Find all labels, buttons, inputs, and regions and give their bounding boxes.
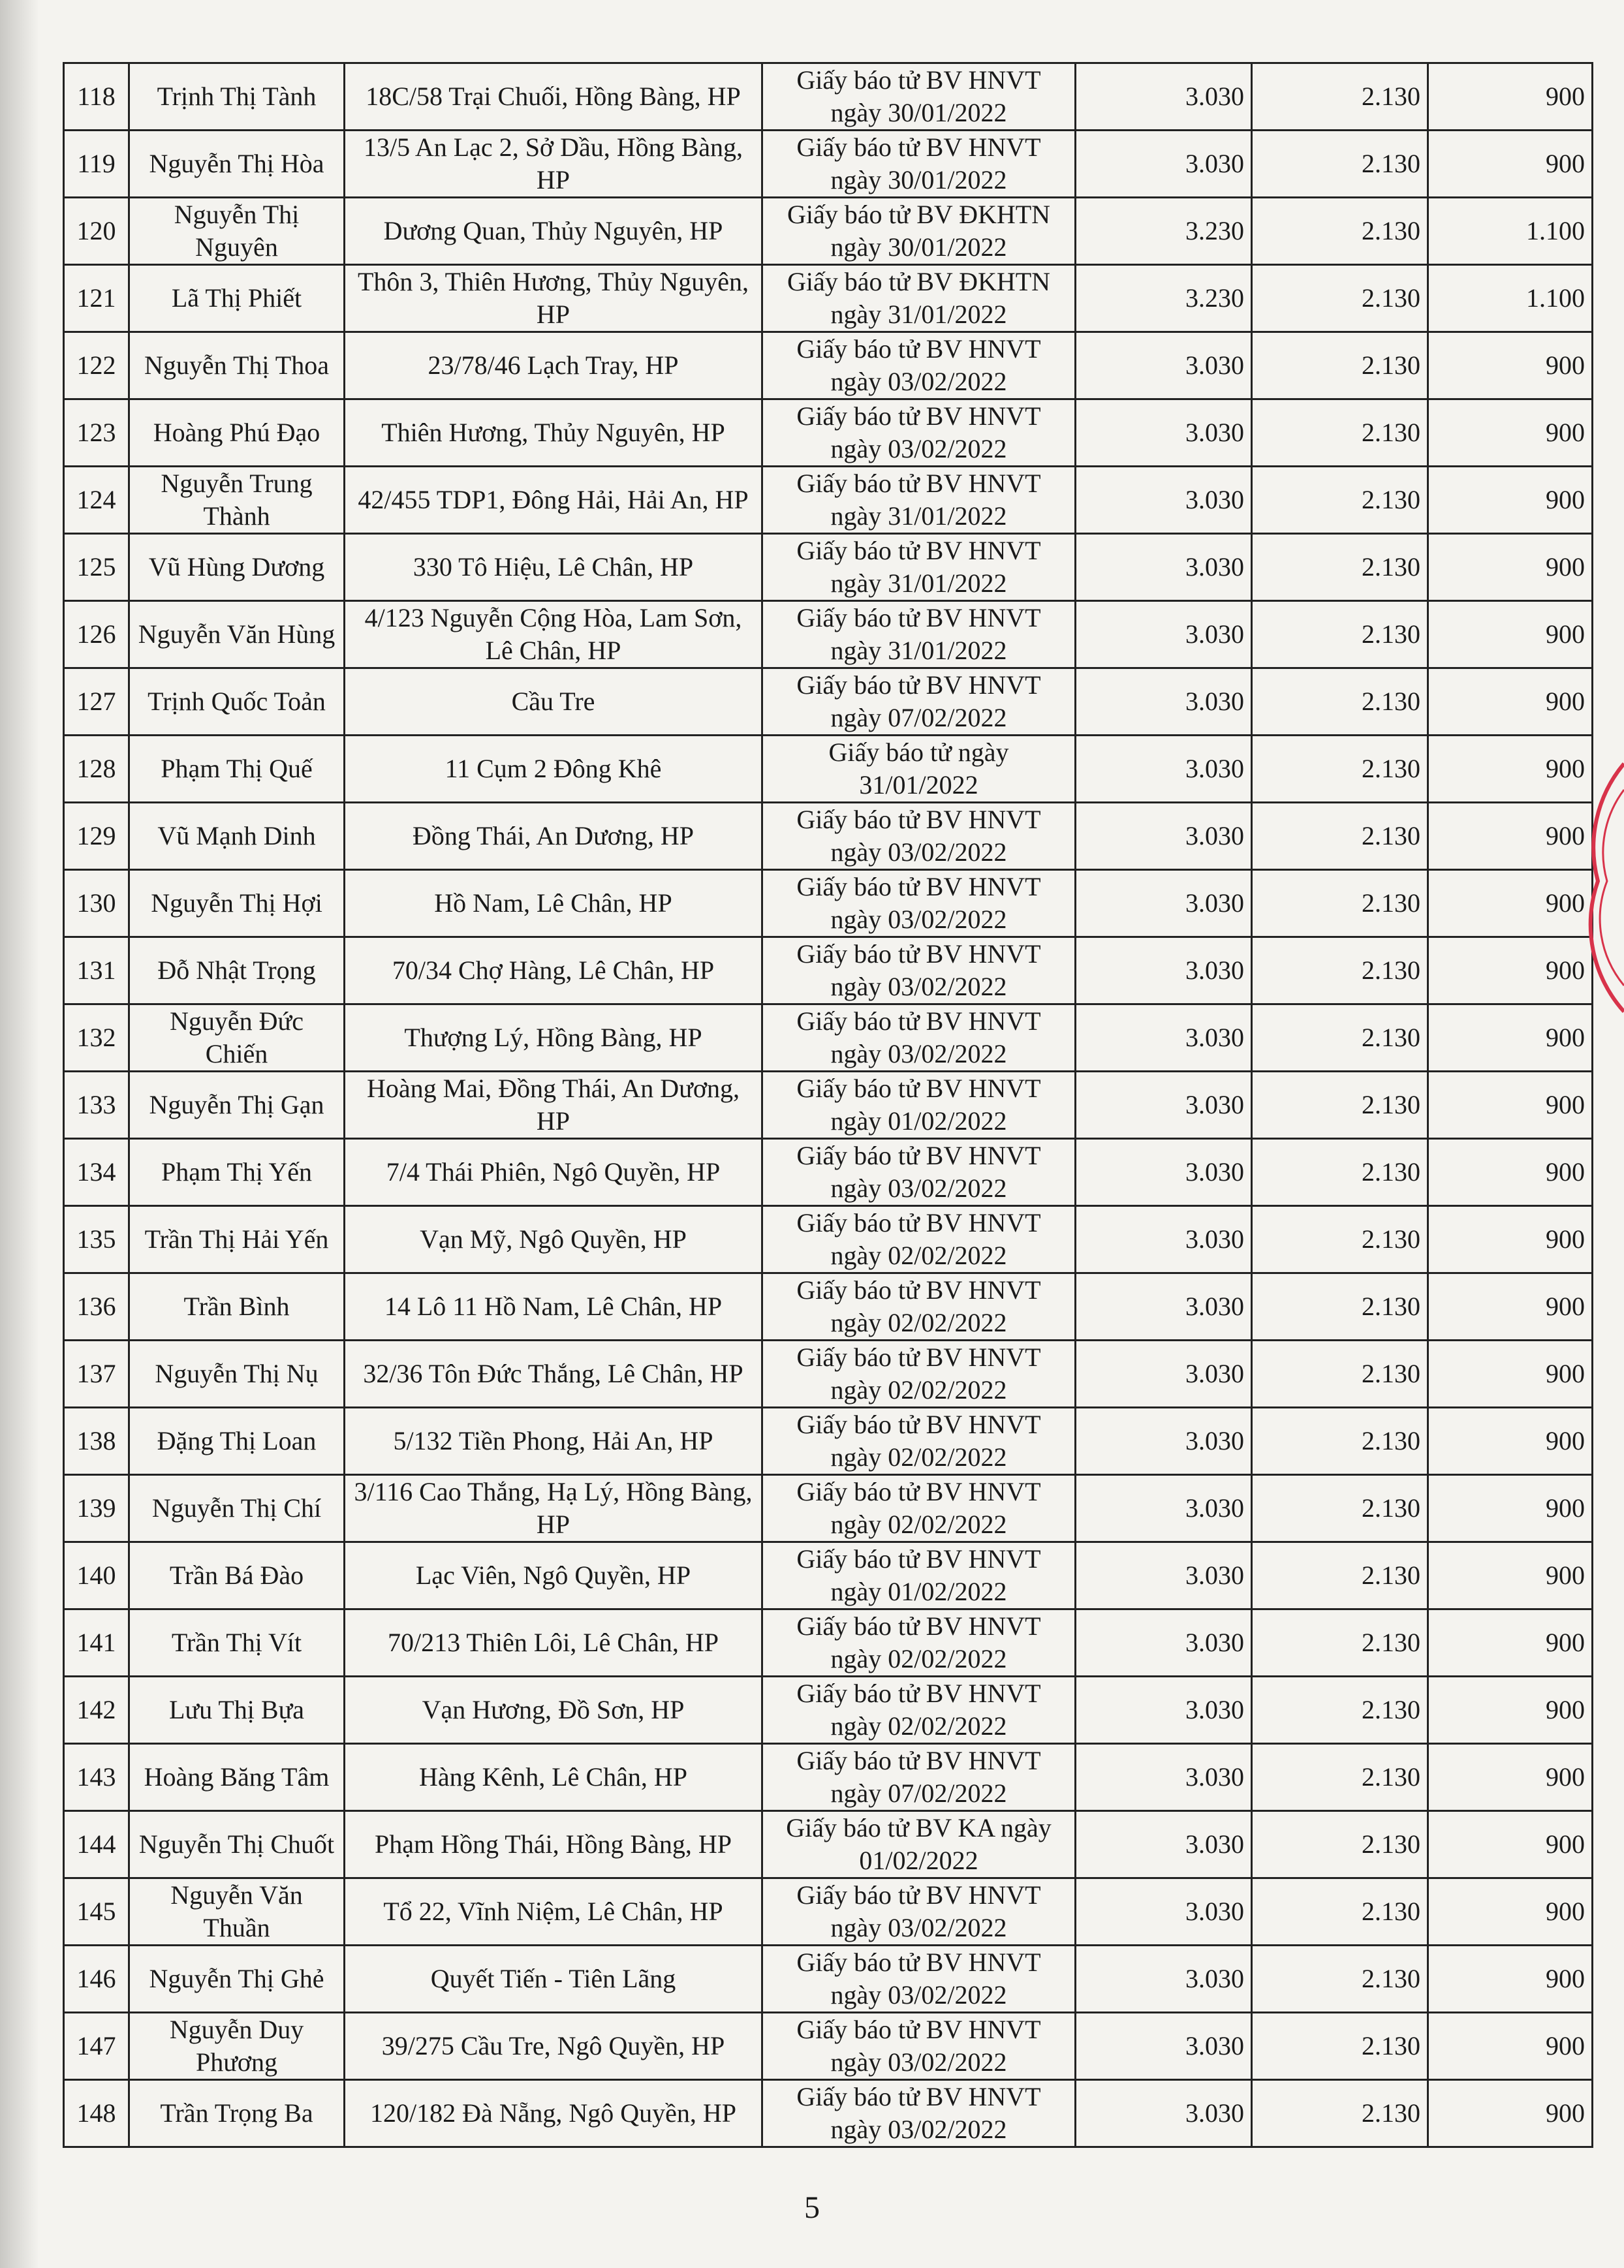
table-row — [64, 870, 1593, 937]
total-amount-cell: 3.030 — [1076, 1341, 1252, 1408]
address-cell: 4/123 Nguyễn Cộng Hòa, Lam Sơn, Lê Chân, HP — [345, 601, 762, 668]
full-name-cell: Nguyễn Thị Ghẻ — [129, 1946, 345, 2013]
difference-amount-cell: 900 — [1428, 1744, 1593, 1811]
table-row — [64, 1072, 1593, 1139]
full-name-cell: Hoàng Băng Tâm — [129, 1744, 345, 1811]
total-amount-cell: 3.030 — [1076, 1139, 1252, 1206]
death-certificate-cell: Giấy báo tử BV HNVT ngày 02/02/2022 — [762, 1341, 1076, 1408]
table-row — [64, 198, 1593, 265]
total-amount-cell: 3.030 — [1076, 399, 1252, 467]
total-amount-cell: 3.030 — [1076, 1878, 1252, 1946]
total-amount-cell: 3.030 — [1076, 2013, 1252, 2080]
total-amount-cell: 3.030 — [1076, 1475, 1252, 1542]
difference-amount-cell: 900 — [1428, 1341, 1593, 1408]
death-certificate-cell: Giấy báo tử BV HNVT ngày 30/01/2022 — [762, 131, 1076, 198]
paid-amount-cell: 2.130 — [1252, 131, 1428, 198]
table-row — [64, 332, 1593, 399]
difference-amount-cell: 900 — [1428, 937, 1593, 1004]
full-name-cell: Lưu Thị Bựa — [129, 1677, 345, 1744]
address-cell: 70/34 Chợ Hàng, Lê Chân, HP — [345, 937, 762, 1004]
difference-amount-cell: 900 — [1428, 2013, 1593, 2080]
difference-amount-cell: 1.100 — [1428, 198, 1593, 265]
difference-amount-cell: 900 — [1428, 1475, 1593, 1542]
difference-amount-cell: 900 — [1428, 1408, 1593, 1475]
paid-amount-cell: 2.130 — [1252, 1677, 1428, 1744]
death-certificate-cell: Giấy báo tử BV HNVT ngày 30/01/2022 — [762, 63, 1076, 131]
address-cell: 23/78/46 Lạch Tray, HP — [345, 332, 762, 399]
table-row — [64, 1341, 1593, 1408]
death-certificate-cell: Giấy báo tử ngày 31/01/2022 — [762, 736, 1076, 803]
full-name-cell: Vũ Hùng Dương — [129, 534, 345, 601]
difference-amount-cell: 900 — [1428, 2080, 1593, 2147]
paid-amount-cell: 2.130 — [1252, 668, 1428, 736]
full-name-cell: Trần Thị Vít — [129, 1609, 345, 1677]
death-certificate-cell: Giấy báo tử BV HNVT ngày 03/02/2022 — [762, 332, 1076, 399]
full-name-cell: Trịnh Quốc Toản — [129, 668, 345, 736]
full-name-cell: Nguyễn Trung Thành — [129, 467, 345, 534]
difference-amount-cell: 900 — [1428, 399, 1593, 467]
full-name-cell: Nguyễn Văn Thuần — [129, 1878, 345, 1946]
paid-amount-cell: 2.130 — [1252, 937, 1428, 1004]
row-number-cell: 140 — [64, 1542, 129, 1609]
row-number-cell: 119 — [64, 131, 129, 198]
full-name-cell: Nguyễn Duy Phương — [129, 2013, 345, 2080]
paid-amount-cell: 2.130 — [1252, 534, 1428, 601]
paid-amount-cell: 2.130 — [1252, 1408, 1428, 1475]
total-amount-cell: 3.030 — [1076, 63, 1252, 131]
total-amount-cell: 3.030 — [1076, 1609, 1252, 1677]
paid-amount-cell: 2.130 — [1252, 1072, 1428, 1139]
table-row — [64, 2080, 1593, 2147]
paid-amount-cell: 2.130 — [1252, 265, 1428, 332]
total-amount-cell: 3.030 — [1076, 601, 1252, 668]
page-edge-shadow — [0, 0, 39, 2268]
death-certificate-cell: Giấy báo tử BV HNVT ngày 02/02/2022 — [762, 1677, 1076, 1744]
records-table-body — [64, 63, 1593, 2147]
total-amount-cell: 3.030 — [1076, 332, 1252, 399]
table-row — [64, 1206, 1593, 1273]
difference-amount-cell: 900 — [1428, 1946, 1593, 2013]
difference-amount-cell: 900 — [1428, 1609, 1593, 1677]
row-number-cell: 133 — [64, 1072, 129, 1139]
death-certificate-cell: Giấy báo tử BV HNVT ngày 03/02/2022 — [762, 803, 1076, 870]
row-number-cell: 124 — [64, 467, 129, 534]
full-name-cell: Trần Trọng Ba — [129, 2080, 345, 2147]
row-number-cell: 138 — [64, 1408, 129, 1475]
difference-amount-cell: 900 — [1428, 803, 1593, 870]
table-row — [64, 399, 1593, 467]
full-name-cell: Nguyễn Thị Gạn — [129, 1072, 345, 1139]
row-number-cell: 143 — [64, 1744, 129, 1811]
table-row — [64, 1542, 1593, 1609]
difference-amount-cell: 900 — [1428, 1072, 1593, 1139]
table-row — [64, 1139, 1593, 1206]
table-row — [64, 1408, 1593, 1475]
address-cell: Hoàng Mai, Đồng Thái, An Dương, HP — [345, 1072, 762, 1139]
death-certificate-cell: Giấy báo tử BV ĐKHTN ngày 31/01/2022 — [762, 265, 1076, 332]
address-cell: 32/36 Tôn Đức Thắng, Lê Chân, HP — [345, 1341, 762, 1408]
full-name-cell: Nguyễn Thị Hợi — [129, 870, 345, 937]
address-cell: Thượng Lý, Hồng Bàng, HP — [345, 1004, 762, 1072]
row-number-cell: 134 — [64, 1139, 129, 1206]
total-amount-cell: 3.030 — [1076, 131, 1252, 198]
total-amount-cell: 3.030 — [1076, 870, 1252, 937]
paid-amount-cell: 2.130 — [1252, 2080, 1428, 2147]
death-certificate-cell: Giấy báo tử BV HNVT ngày 02/02/2022 — [762, 1475, 1076, 1542]
row-number-cell: 141 — [64, 1609, 129, 1677]
row-number-cell: 126 — [64, 601, 129, 668]
death-certificate-cell: Giấy báo tử BV HNVT ngày 03/02/2022 — [762, 1004, 1076, 1072]
row-number-cell: 142 — [64, 1677, 129, 1744]
death-certificate-cell: Giấy báo tử BV ĐKHTN ngày 30/01/2022 — [762, 198, 1076, 265]
address-cell: 3/116 Cao Thắng, Hạ Lý, Hồng Bàng, HP — [345, 1475, 762, 1542]
paid-amount-cell: 2.130 — [1252, 2013, 1428, 2080]
table-row — [64, 937, 1593, 1004]
address-cell: Cầu Tre — [345, 668, 762, 736]
row-number-cell: 146 — [64, 1946, 129, 2013]
difference-amount-cell: 900 — [1428, 601, 1593, 668]
table-row — [64, 1475, 1593, 1542]
paid-amount-cell: 2.130 — [1252, 63, 1428, 131]
paid-amount-cell: 2.130 — [1252, 601, 1428, 668]
difference-amount-cell: 900 — [1428, 467, 1593, 534]
total-amount-cell: 3.030 — [1076, 1072, 1252, 1139]
death-certificate-cell: Giấy báo tử BV HNVT ngày 31/01/2022 — [762, 601, 1076, 668]
address-cell: 7/4 Thái Phiên, Ngô Quyền, HP — [345, 1139, 762, 1206]
death-certificate-cell: Giấy báo tử BV HNVT ngày 01/02/2022 — [762, 1072, 1076, 1139]
total-amount-cell: 3.030 — [1076, 803, 1252, 870]
death-certificate-cell: Giấy báo tử BV HNVT ngày 02/02/2022 — [762, 1408, 1076, 1475]
total-amount-cell: 3.030 — [1076, 1677, 1252, 1744]
address-cell: Lạc Viên, Ngô Quyền, HP — [345, 1542, 762, 1609]
address-cell: Tổ 22, Vĩnh Niệm, Lê Chân, HP — [345, 1878, 762, 1946]
table-row — [64, 265, 1593, 332]
row-number-cell: 144 — [64, 1811, 129, 1878]
table-row — [64, 1946, 1593, 2013]
total-amount-cell: 3.030 — [1076, 467, 1252, 534]
full-name-cell: Nguyễn Thị Hòa — [129, 131, 345, 198]
full-name-cell: Trần Bá Đào — [129, 1542, 345, 1609]
address-cell: Thôn 3, Thiên Hương, Thủy Nguyên, HP — [345, 265, 762, 332]
paid-amount-cell: 2.130 — [1252, 1609, 1428, 1677]
address-cell: 11 Cụm 2 Đông Khê — [345, 736, 762, 803]
table-row — [64, 1273, 1593, 1341]
total-amount-cell: 3.030 — [1076, 668, 1252, 736]
address-cell: Vạn Mỹ, Ngô Quyền, HP — [345, 1206, 762, 1273]
address-cell: Vạn Hương, Đồ Sơn, HP — [345, 1677, 762, 1744]
total-amount-cell: 3.030 — [1076, 1542, 1252, 1609]
death-certificate-cell: Giấy báo tử BV HNVT ngày 03/02/2022 — [762, 2080, 1076, 2147]
address-cell: 5/132 Tiền Phong, Hải An, HP — [345, 1408, 762, 1475]
row-number-cell: 118 — [64, 63, 129, 131]
address-cell: Quyết Tiến - Tiên Lãng — [345, 1946, 762, 2013]
difference-amount-cell: 900 — [1428, 870, 1593, 937]
row-number-cell: 121 — [64, 265, 129, 332]
death-certificate-cell: Giấy báo tử BV HNVT ngày 03/02/2022 — [762, 1139, 1076, 1206]
full-name-cell: Nguyễn Đức Chiến — [129, 1004, 345, 1072]
death-certificate-cell: Giấy báo tử BV HNVT ngày 03/02/2022 — [762, 937, 1076, 1004]
total-amount-cell: 3.030 — [1076, 2080, 1252, 2147]
death-certificate-cell: Giấy báo tử BV HNVT ngày 03/02/2022 — [762, 1878, 1076, 1946]
table-row — [64, 1744, 1593, 1811]
death-certificate-cell: Giấy báo tử BV HNVT ngày 02/02/2022 — [762, 1609, 1076, 1677]
address-cell: Hồ Nam, Lê Chân, HP — [345, 870, 762, 937]
table-row — [64, 1878, 1593, 1946]
row-number-cell: 128 — [64, 736, 129, 803]
address-cell: Phạm Hồng Thái, Hồng Bàng, HP — [345, 1811, 762, 1878]
difference-amount-cell: 900 — [1428, 1139, 1593, 1206]
row-number-cell: 148 — [64, 2080, 129, 2147]
paid-amount-cell: 2.130 — [1252, 467, 1428, 534]
table-row — [64, 2013, 1593, 2080]
total-amount-cell: 3.030 — [1076, 534, 1252, 601]
paid-amount-cell: 2.130 — [1252, 1744, 1428, 1811]
full-name-cell: Trịnh Thị Tành — [129, 63, 345, 131]
difference-amount-cell: 900 — [1428, 1677, 1593, 1744]
address-cell: 330 Tô Hiệu, Lê Chân, HP — [345, 534, 762, 601]
full-name-cell: Lã Thị Phiết — [129, 265, 345, 332]
table-row — [64, 1811, 1593, 1878]
address-cell: Dương Quan, Thủy Nguyên, HP — [345, 198, 762, 265]
full-name-cell: Trần Bình — [129, 1273, 345, 1341]
paid-amount-cell: 2.130 — [1252, 1139, 1428, 1206]
table-row — [64, 1609, 1593, 1677]
table-row — [64, 131, 1593, 198]
death-certificate-cell: Giấy báo tử BV HNVT ngày 02/02/2022 — [762, 1206, 1076, 1273]
row-number-cell: 127 — [64, 668, 129, 736]
total-amount-cell: 3.030 — [1076, 1811, 1252, 1878]
table-row — [64, 736, 1593, 803]
death-certificate-cell: Giấy báo tử BV HNVT ngày 02/02/2022 — [762, 1273, 1076, 1341]
row-number-cell: 123 — [64, 399, 129, 467]
difference-amount-cell: 900 — [1428, 736, 1593, 803]
death-certificate-cell: Giấy báo tử BV HNVT ngày 03/02/2022 — [762, 399, 1076, 467]
paid-amount-cell: 2.130 — [1252, 1878, 1428, 1946]
paid-amount-cell: 2.130 — [1252, 1004, 1428, 1072]
difference-amount-cell: 900 — [1428, 1811, 1593, 1878]
total-amount-cell: 3.030 — [1076, 736, 1252, 803]
address-cell: 13/5 An Lạc 2, Sở Dầu, Hồng Bàng, HP — [345, 131, 762, 198]
paid-amount-cell: 2.130 — [1252, 1341, 1428, 1408]
row-number-cell: 125 — [64, 534, 129, 601]
total-amount-cell: 3.030 — [1076, 1408, 1252, 1475]
table-row — [64, 803, 1593, 870]
paid-amount-cell: 2.130 — [1252, 399, 1428, 467]
address-cell: 39/275 Cầu Tre, Ngô Quyền, HP — [345, 2013, 762, 2080]
difference-amount-cell: 900 — [1428, 668, 1593, 736]
address-cell: 18C/58 Trại Chuối, Hồng Bàng, HP — [345, 63, 762, 131]
full-name-cell: Trần Thị Hải Yến — [129, 1206, 345, 1273]
full-name-cell: Đặng Thị Loan — [129, 1408, 345, 1475]
death-certificate-cell: Giấy báo tử BV HNVT ngày 03/02/2022 — [762, 1946, 1076, 2013]
full-name-cell: Vũ Mạnh Dinh — [129, 803, 345, 870]
difference-amount-cell: 900 — [1428, 1004, 1593, 1072]
full-name-cell: Đỗ Nhật Trọng — [129, 937, 345, 1004]
total-amount-cell: 3.030 — [1076, 1744, 1252, 1811]
full-name-cell: Phạm Thị Quế — [129, 736, 345, 803]
total-amount-cell: 3.030 — [1076, 1273, 1252, 1341]
paid-amount-cell: 2.130 — [1252, 803, 1428, 870]
row-number-cell: 130 — [64, 870, 129, 937]
death-certificate-cell: Giấy báo tử BV HNVT ngày 31/01/2022 — [762, 467, 1076, 534]
total-amount-cell: 3.030 — [1076, 1946, 1252, 2013]
full-name-cell: Nguyễn Thị Nguyên — [129, 198, 345, 265]
difference-amount-cell: 900 — [1428, 332, 1593, 399]
full-name-cell: Nguyễn Thị Chí — [129, 1475, 345, 1542]
death-certificate-cell: Giấy báo tử BV HNVT ngày 31/01/2022 — [762, 534, 1076, 601]
paid-amount-cell: 2.130 — [1252, 1475, 1428, 1542]
address-cell: 42/455 TDP1, Đông Hải, Hải An, HP — [345, 467, 762, 534]
paid-amount-cell: 2.130 — [1252, 1542, 1428, 1609]
difference-amount-cell: 900 — [1428, 131, 1593, 198]
address-cell: 70/213 Thiên Lôi, Lê Chân, HP — [345, 1609, 762, 1677]
row-number-cell: 137 — [64, 1341, 129, 1408]
paid-amount-cell: 2.130 — [1252, 1206, 1428, 1273]
row-number-cell: 131 — [64, 937, 129, 1004]
page-number: 5 — [804, 2190, 820, 2225]
total-amount-cell: 3.030 — [1076, 1004, 1252, 1072]
full-name-cell: Phạm Thị Yến — [129, 1139, 345, 1206]
death-certificate-cell: Giấy báo tử BV HNVT ngày 07/02/2022 — [762, 1744, 1076, 1811]
row-number-cell: 132 — [64, 1004, 129, 1072]
paid-amount-cell: 2.130 — [1252, 332, 1428, 399]
full-name-cell: Nguyễn Thị Nụ — [129, 1341, 345, 1408]
row-number-cell: 135 — [64, 1206, 129, 1273]
difference-amount-cell: 1.100 — [1428, 265, 1593, 332]
difference-amount-cell: 900 — [1428, 534, 1593, 601]
paid-amount-cell: 2.130 — [1252, 736, 1428, 803]
paid-amount-cell: 2.130 — [1252, 198, 1428, 265]
difference-amount-cell: 900 — [1428, 1878, 1593, 1946]
total-amount-cell: 3.030 — [1076, 1206, 1252, 1273]
address-cell: 14 Lô 11 Hồ Nam, Lê Chân, HP — [345, 1273, 762, 1341]
table-row — [64, 534, 1593, 601]
difference-amount-cell: 900 — [1428, 1273, 1593, 1341]
full-name-cell: Hoàng Phú Đạo — [129, 399, 345, 467]
death-certificate-cell: Giấy báo tử BV HNVT ngày 03/02/2022 — [762, 870, 1076, 937]
difference-amount-cell: 900 — [1428, 1542, 1593, 1609]
records-table — [63, 62, 1593, 2148]
row-number-cell: 145 — [64, 1878, 129, 1946]
address-cell: Hàng Kênh, Lê Chân, HP — [345, 1744, 762, 1811]
full-name-cell: Nguyễn Thị Chuốt — [129, 1811, 345, 1878]
total-amount-cell: 3.030 — [1076, 937, 1252, 1004]
difference-amount-cell: 900 — [1428, 63, 1593, 131]
address-cell: Đồng Thái, An Dương, HP — [345, 803, 762, 870]
row-number-cell: 122 — [64, 332, 129, 399]
full-name-cell: Nguyễn Văn Hùng — [129, 601, 345, 668]
table-row — [64, 668, 1593, 736]
red-seal-stamp-icon — [1585, 751, 1624, 1025]
death-certificate-cell: Giấy báo tử BV HNVT ngày 01/02/2022 — [762, 1542, 1076, 1609]
death-certificate-cell: Giấy báo tử BV KA ngày 01/02/2022 — [762, 1811, 1076, 1878]
paid-amount-cell: 2.130 — [1252, 1946, 1428, 2013]
table-row — [64, 63, 1593, 131]
table-row — [64, 1677, 1593, 1744]
total-amount-cell: 3.230 — [1076, 198, 1252, 265]
paid-amount-cell: 2.130 — [1252, 1811, 1428, 1878]
total-amount-cell: 3.230 — [1076, 265, 1252, 332]
paid-amount-cell: 2.130 — [1252, 870, 1428, 937]
row-number-cell: 136 — [64, 1273, 129, 1341]
row-number-cell: 120 — [64, 198, 129, 265]
row-number-cell: 147 — [64, 2013, 129, 2080]
table-row — [64, 1004, 1593, 1072]
address-cell: Thiên Hương, Thủy Nguyên, HP — [345, 399, 762, 467]
paid-amount-cell: 2.130 — [1252, 1273, 1428, 1341]
death-certificate-cell: Giấy báo tử BV HNVT ngày 07/02/2022 — [762, 668, 1076, 736]
full-name-cell: Nguyễn Thị Thoa — [129, 332, 345, 399]
address-cell: 120/182 Đà Nẵng, Ngô Quyền, HP — [345, 2080, 762, 2147]
row-number-cell: 129 — [64, 803, 129, 870]
row-number-cell: 139 — [64, 1475, 129, 1542]
table-row — [64, 601, 1593, 668]
table-row — [64, 467, 1593, 534]
death-certificate-cell: Giấy báo tử BV HNVT ngày 03/02/2022 — [762, 2013, 1076, 2080]
difference-amount-cell: 900 — [1428, 1206, 1593, 1273]
